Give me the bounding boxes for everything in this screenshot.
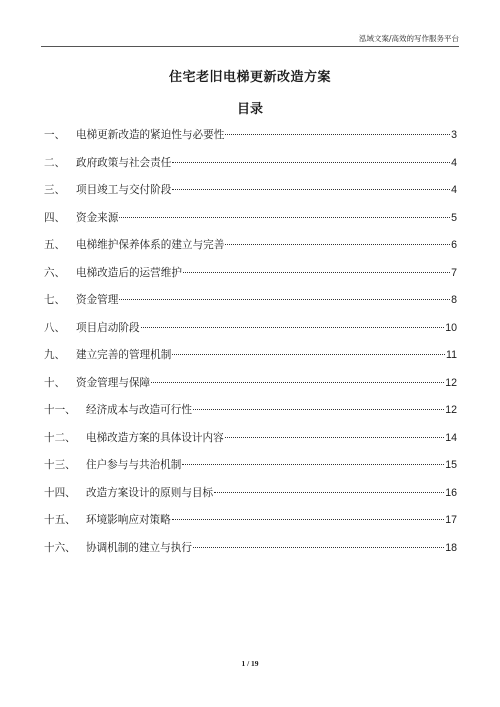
- header-divider: [41, 46, 459, 47]
- toc-entry[interactable]: [44, 266, 457, 294]
- toc-entry-page: 4: [451, 184, 457, 196]
- toc-entry-label: 电梯改造后的运营维护: [76, 266, 182, 279]
- toc-dot-leader: [119, 217, 450, 218]
- toc-entry-label: 电梯改造方案的具体设计内容: [86, 431, 224, 444]
- toc-entry-label: 项目竣工与交付阶段: [76, 184, 172, 196]
- toc-entry-number: 十四、: [44, 486, 76, 499]
- toc-dot-leader: [172, 189, 450, 190]
- toc-entry[interactable]: [44, 293, 457, 321]
- toc-entry-page: 7: [451, 266, 457, 279]
- toc-entry-number: 一、: [44, 129, 66, 141]
- toc-entry-number: 十五、: [44, 514, 76, 526]
- toc-entry-label: 协调机制的建立与执行: [86, 541, 192, 554]
- toc-dot-leader: [183, 272, 450, 273]
- toc-entry-number: 十二、: [44, 431, 76, 444]
- toc-dot-leader: [141, 327, 445, 328]
- toc-entry-label: 资金管理与保障: [76, 376, 151, 389]
- toc-entry-label: 改造方案设计的原则与目标: [86, 486, 214, 499]
- document-title: 住宅老旧电梯更新改造方案: [168, 70, 331, 85]
- toc-dot-leader: [225, 437, 444, 438]
- toc-entry-number: 八、: [44, 321, 66, 334]
- toc-entry-number: 四、: [44, 211, 66, 224]
- toc-entry[interactable]: [44, 321, 457, 349]
- toc-entry-number: 三、: [44, 184, 66, 196]
- page-indicator: 1 / 19: [241, 659, 259, 668]
- toc-entry[interactable]: [44, 403, 457, 431]
- toc-entry-page: 4: [451, 156, 457, 169]
- toc-entry-number: 六、: [44, 266, 66, 279]
- table-of-contents: [44, 128, 457, 568]
- toc-entry-page: 16: [445, 486, 457, 499]
- toc-dot-leader: [172, 162, 450, 163]
- toc-entry[interactable]: [44, 458, 457, 486]
- toc-entry-number: 十三、: [44, 459, 76, 471]
- toc-entry[interactable]: [44, 156, 457, 184]
- toc-dot-leader: [172, 354, 445, 355]
- toc-entry-label: 资金管理: [76, 294, 119, 306]
- toc-entry[interactable]: [44, 431, 457, 459]
- toc-dot-leader: [225, 134, 450, 135]
- toc-dot-leader: [193, 547, 444, 548]
- toc-entry-page: 10: [445, 321, 457, 334]
- toc-entry-number: 十一、: [44, 404, 76, 416]
- toc-entry-label: 电梯更新改造的紧迫性与必要性: [76, 129, 225, 141]
- toc-entry-number: 五、: [44, 239, 66, 251]
- toc-entry-number: 九、: [44, 349, 66, 361]
- toc-entry[interactable]: [44, 128, 457, 156]
- toc-entry-page: 8: [451, 294, 457, 306]
- toc-entry-label: 建立完善的管理机制: [76, 349, 172, 361]
- toc-entry-label: 住户参与与共治机制: [86, 459, 182, 471]
- toc-entry-label: 项目启动阶段: [76, 321, 140, 334]
- toc-entry[interactable]: [44, 376, 457, 404]
- toc-entry-number: 十六、: [44, 541, 76, 554]
- toc-entry-label: 环境影响应对策略: [86, 514, 171, 526]
- toc-entry[interactable]: [44, 513, 457, 541]
- toc-dot-leader: [193, 409, 444, 410]
- toc-entry-number: 十、: [44, 376, 66, 389]
- toc-entry[interactable]: [44, 183, 457, 211]
- toc-entry[interactable]: [44, 348, 457, 376]
- header-brand: 泓域文案/高效的写作服务平台: [358, 34, 459, 43]
- toc-entry-page: 17: [445, 514, 457, 526]
- toc-entry-page: 12: [445, 376, 457, 389]
- toc-dot-leader: [225, 244, 450, 245]
- toc-entry-page: 14: [445, 431, 457, 444]
- toc-dot-leader: [151, 382, 444, 383]
- toc-entry-page: 15: [445, 459, 457, 471]
- toc-entry-page: 6: [451, 239, 457, 251]
- toc-entry-label: 经济成本与改造可行性: [86, 404, 192, 416]
- toc-entry-page: 5: [451, 211, 457, 224]
- toc-entry[interactable]: [44, 541, 457, 569]
- toc-entry[interactable]: [44, 211, 457, 239]
- toc-entry-page: 12: [445, 404, 457, 416]
- toc-dot-leader: [119, 299, 450, 300]
- toc-entry-label: 政府政策与社会责任: [76, 156, 172, 169]
- toc-entry[interactable]: [44, 486, 457, 514]
- toc-entry-page: 18: [445, 541, 457, 554]
- toc-entry-label: 资金来源: [76, 211, 119, 224]
- toc-entry-number: 二、: [44, 156, 66, 169]
- toc-entry[interactable]: [44, 238, 457, 266]
- toc-dot-leader: [172, 519, 444, 520]
- toc-entry-page: 3: [451, 129, 457, 141]
- toc-dot-leader: [214, 492, 444, 493]
- toc-entry-number: 七、: [44, 294, 66, 306]
- toc-entry-page: 11: [446, 349, 457, 361]
- toc-dot-leader: [182, 464, 444, 465]
- toc-heading: 目录: [236, 102, 263, 117]
- toc-entry-label: 电梯维护保养体系的建立与完善: [76, 239, 225, 251]
